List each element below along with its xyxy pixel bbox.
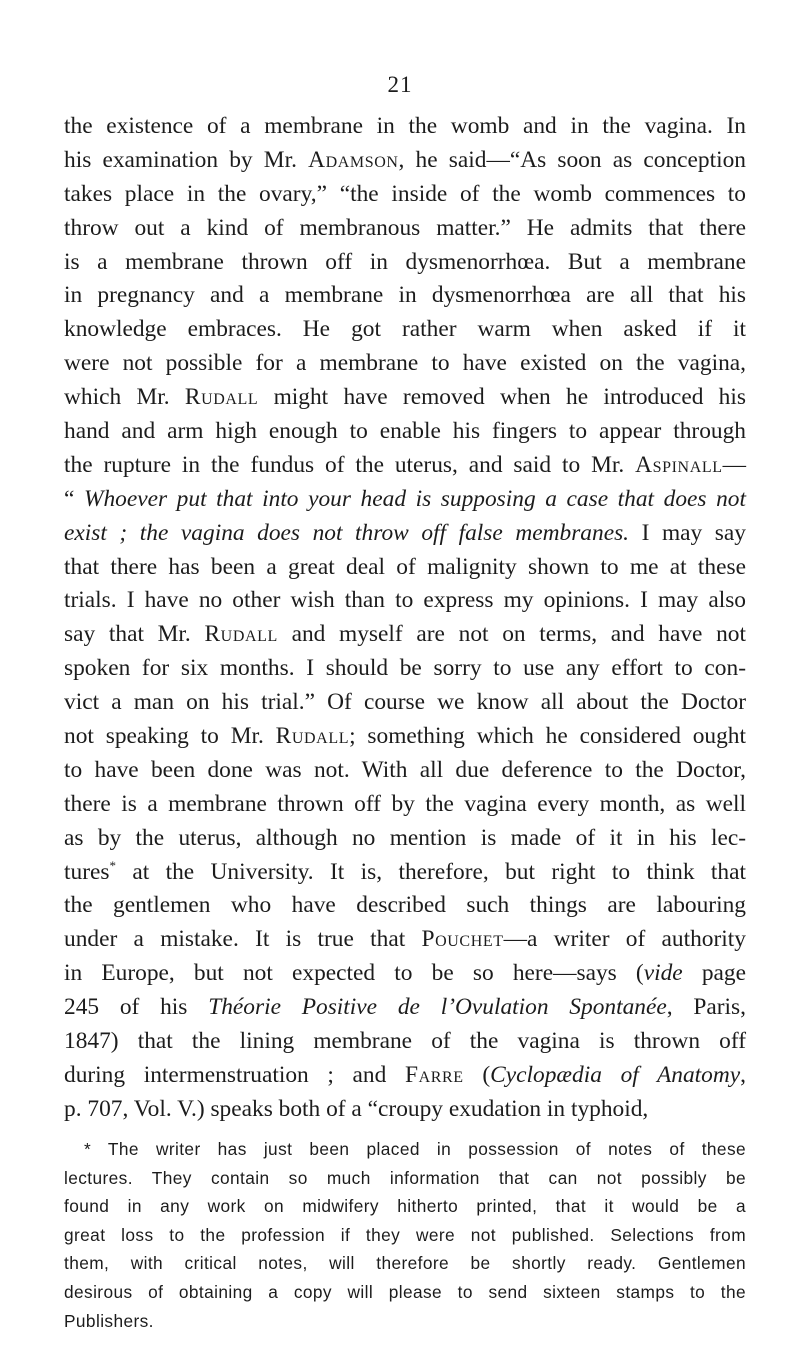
text-run: , he said—“As soon as conception xyxy=(398,146,746,173)
text-run: in Europe, but not expected to be so here—says ( xyxy=(64,960,644,987)
small-caps-name: Rudall xyxy=(204,621,278,648)
text-run: were not possible for a membrane to have existed on the vagina, xyxy=(64,350,746,377)
text-run: spoken for six months. I should be sorry to use any effort to con- xyxy=(64,655,746,682)
text-run: hand and arm high enough to enable his fingers to appear through xyxy=(64,418,746,445)
text-line xyxy=(64,110,746,144)
italic-text: Théorie Positive de l’Ovulation Spontanée xyxy=(208,994,667,1021)
small-caps-name: Aspinall xyxy=(635,451,723,478)
text-run: , xyxy=(740,1061,747,1088)
page-number: 21 xyxy=(387,72,413,97)
text-line xyxy=(64,889,746,923)
text-run: as by the uterus, although no mention is made of it in his lec- xyxy=(64,824,746,851)
text-line xyxy=(64,991,746,1025)
text-run: takes place in the ovary,” “the inside of the womb commences to xyxy=(64,180,746,207)
text-line xyxy=(64,652,746,686)
text-line xyxy=(64,584,746,618)
footnote-line: great loss to the profession if they were not published. Selections from xyxy=(64,1224,746,1245)
text-line xyxy=(64,822,746,856)
text-run: page xyxy=(682,960,746,987)
small-caps-name: Rudall xyxy=(275,723,350,750)
text-run: to have been done was not. With all due deference to the Doctor, xyxy=(64,756,746,783)
footnote-line: them, with critical notes, will therefore be shortly ready. Gentlemen xyxy=(64,1253,746,1274)
italic-text: Cyclopædia of Anatomy xyxy=(490,1061,741,1088)
text-run: is a membrane thrown off in dysmenorrhœa. But a membrane xyxy=(64,248,746,275)
text-run: 245 of his xyxy=(64,994,209,1021)
text-line xyxy=(64,415,746,449)
text-line xyxy=(64,449,746,483)
text-run: his examination by Mr. xyxy=(64,146,309,173)
text-line xyxy=(64,686,746,720)
footnote-line: desirous of obtaining a copy will please to send sixteen stamps to the xyxy=(64,1281,746,1302)
text-run: and myself are not on terms, and have not xyxy=(277,621,746,648)
text-run: throw out a kind of membranous matter.” He admits that there xyxy=(64,214,746,241)
text-line xyxy=(64,856,746,890)
text-run: , Paris, xyxy=(666,994,746,1021)
text-run: say that Mr. xyxy=(64,621,205,648)
text-line xyxy=(64,483,746,517)
text-run: might have removed when he introduced his xyxy=(258,384,746,411)
text-run: the gentlemen who have described such things are labouring xyxy=(64,892,746,919)
text-run: not speaking to Mr. xyxy=(64,723,276,750)
text-line xyxy=(64,957,746,991)
italic-text: vide xyxy=(643,960,683,987)
text-line xyxy=(64,551,746,585)
footnote-line: lectures. They contain so much information that can not possibly be xyxy=(64,1167,746,1188)
text-line xyxy=(64,279,746,313)
small-caps-name: Pouchet xyxy=(421,926,504,953)
text-run: in pregnancy and a membrane in dysmenorrhœa are all that his xyxy=(64,282,746,309)
text-run: 1847) that the lining membrane of the vagina is thrown off xyxy=(64,1028,746,1055)
text-run: vict a man on his trial.” Of course we know all about the Doctor xyxy=(64,689,746,716)
italic-text: Whoever put that into your head is supposing a case that does not xyxy=(83,485,746,512)
text-run: there is a membrane thrown off by the vagina every month, as well xyxy=(64,790,746,817)
text-run: I may say xyxy=(629,519,746,546)
text-line xyxy=(64,1093,746,1127)
text-line xyxy=(64,720,746,754)
text-run: — xyxy=(722,451,746,478)
text-run: ; something which he considered ought xyxy=(349,723,746,750)
text-run: “ xyxy=(64,485,84,512)
text-run: trials. I have no other wish than to express my opinions. I may also xyxy=(64,587,746,614)
text-line xyxy=(64,381,746,415)
italic-text: exist ; the vagina does not throw off false membranes. xyxy=(64,519,630,546)
text-run: during intermenstruation ; and xyxy=(64,1061,405,1088)
text-run: the rupture in the fundus of the uterus, and said to Mr. xyxy=(64,451,636,478)
text-line xyxy=(64,1025,746,1059)
footnote-line: Publishers. xyxy=(64,1310,154,1331)
footnote-marker: * xyxy=(109,857,116,873)
text-line xyxy=(64,178,746,212)
text-run: —a writer of authority xyxy=(503,926,746,953)
text-line xyxy=(64,313,746,347)
text-run: p. 707, Vol. V.) speaks both of a “croupy exudation in typhoid, xyxy=(64,1095,649,1122)
footnote-line: * The writer has just been placed in possession of notes of these xyxy=(84,1139,746,1159)
text-line xyxy=(64,923,746,957)
footnote-line: found in any work on midwifery hitherto printed, that it would be a xyxy=(64,1196,746,1217)
text-line xyxy=(64,517,746,551)
text-run: tures xyxy=(64,858,110,885)
text-line xyxy=(64,618,746,652)
footnote xyxy=(64,1135,746,1335)
small-caps-name: Rudall xyxy=(184,384,259,411)
text-run: ( xyxy=(463,1061,491,1088)
text-line xyxy=(64,1059,746,1093)
text-line xyxy=(64,754,746,788)
text-run: the existence of a membrane in the womb and in the vagina. In xyxy=(64,113,746,139)
text-run: under a mistake. It is true that xyxy=(64,926,422,953)
text-line xyxy=(64,788,746,822)
text-line xyxy=(64,212,746,246)
small-caps-name: Farre xyxy=(405,1061,464,1088)
text-run: that there has been a great deal of malignity shown to me at these xyxy=(64,553,746,580)
small-caps-name: Adamson xyxy=(308,146,399,173)
text-run: which Mr. xyxy=(64,384,185,411)
text-run: at the University. It is, therefore, but right to think that xyxy=(115,858,746,885)
text-run: knowledge embraces. He got rather warm when asked if it xyxy=(64,316,746,343)
text-line xyxy=(64,347,746,381)
text-line xyxy=(64,246,746,280)
body-text xyxy=(64,110,746,1127)
text-line xyxy=(64,144,746,178)
